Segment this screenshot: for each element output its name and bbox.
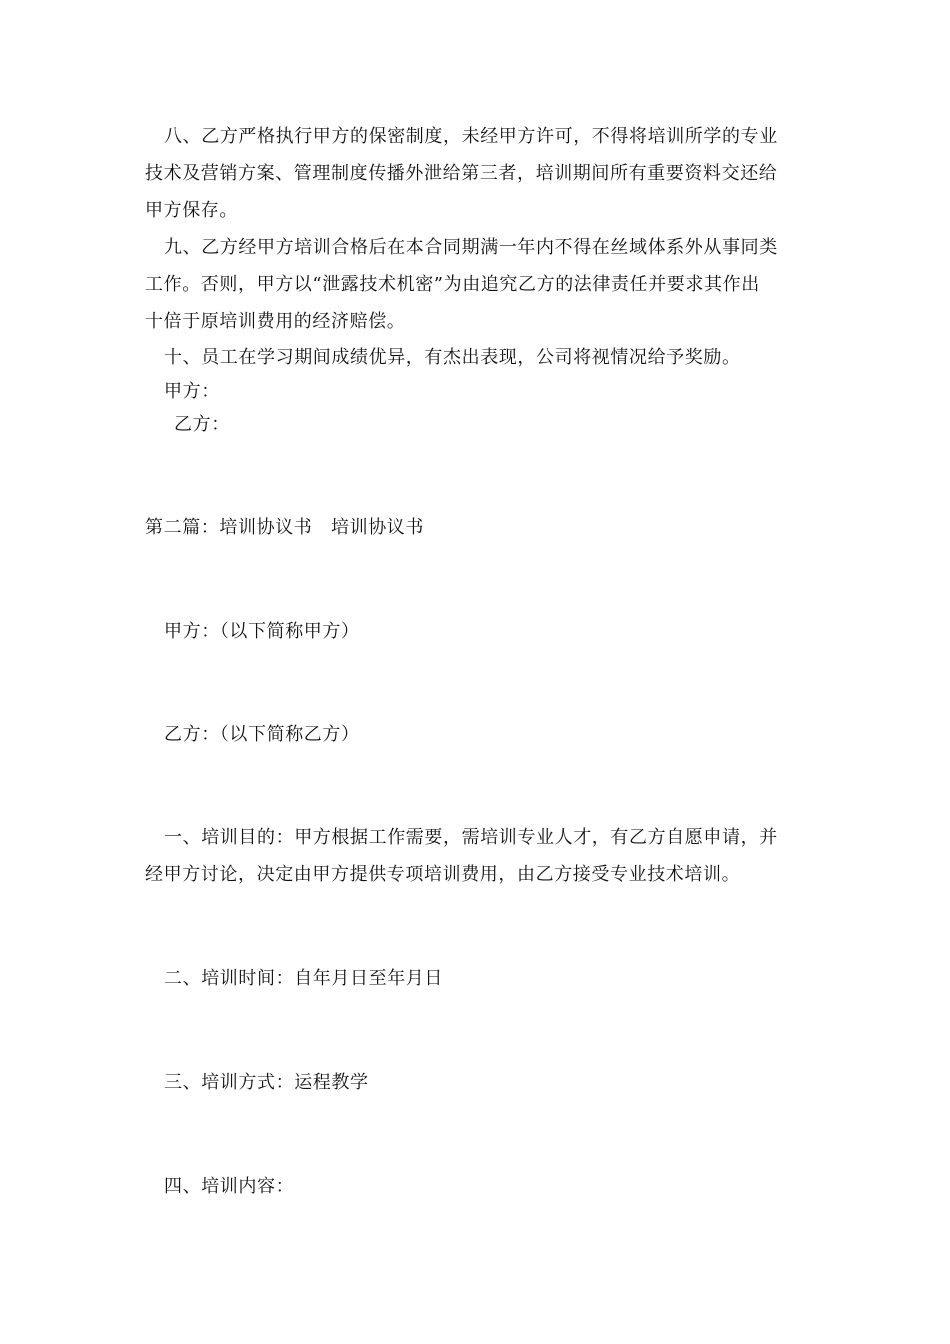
- clause-8-line-3: 甲方保存。: [145, 200, 238, 221]
- party-b-line: 乙方：（以下简称乙方）: [164, 724, 360, 745]
- clause-8-line-2: 技术及营销方案、管理制度传播外泄给第三者，培训期间所有重要资料交还给: [145, 163, 778, 184]
- article-1-line-2: 经甲方讨论，决定由甲方提供专项培训费用，由乙方接受专业技术培训。: [145, 864, 741, 885]
- article-1-line-1: 一、培训目的：甲方根据工作需要，需培训专业人才，有乙方自愿申请，并: [164, 827, 778, 848]
- article-3-line: 三、培训方式：运程教学: [164, 1072, 369, 1093]
- article-2-line: 二、培训时间：自年月日至年月日: [164, 968, 443, 989]
- party-b-signature-label: 乙方：: [174, 414, 230, 435]
- clause-10-line: 十、员工在学习期间成绩优异，有杰出表现，公司将视情况给予奖励。: [164, 347, 741, 368]
- section-heading: 第二篇：培训协议书 培训协议书: [145, 517, 424, 538]
- clause-9-line-3: 十倍于原培训费用的经济赔偿。: [145, 311, 406, 332]
- clause-9-line-1: 九、乙方经甲方培训合格后在本合同期满一年内不得在丝域体系外从事同类: [164, 237, 778, 258]
- party-a-line: 甲方：（以下简称甲方）: [164, 621, 360, 642]
- party-a-signature-label: 甲方：: [164, 381, 220, 402]
- clause-8-line-1: 八、乙方严格执行甲方的保密制度，未经甲方许可，不得将培训所学的专业: [164, 126, 778, 147]
- clause-9-line-2: 工作。否则，甲方以“泄露技术机密”为由追究乙方的法律责任并要求其作出: [145, 274, 760, 295]
- article-4-line: 四、培训内容：: [164, 1176, 295, 1197]
